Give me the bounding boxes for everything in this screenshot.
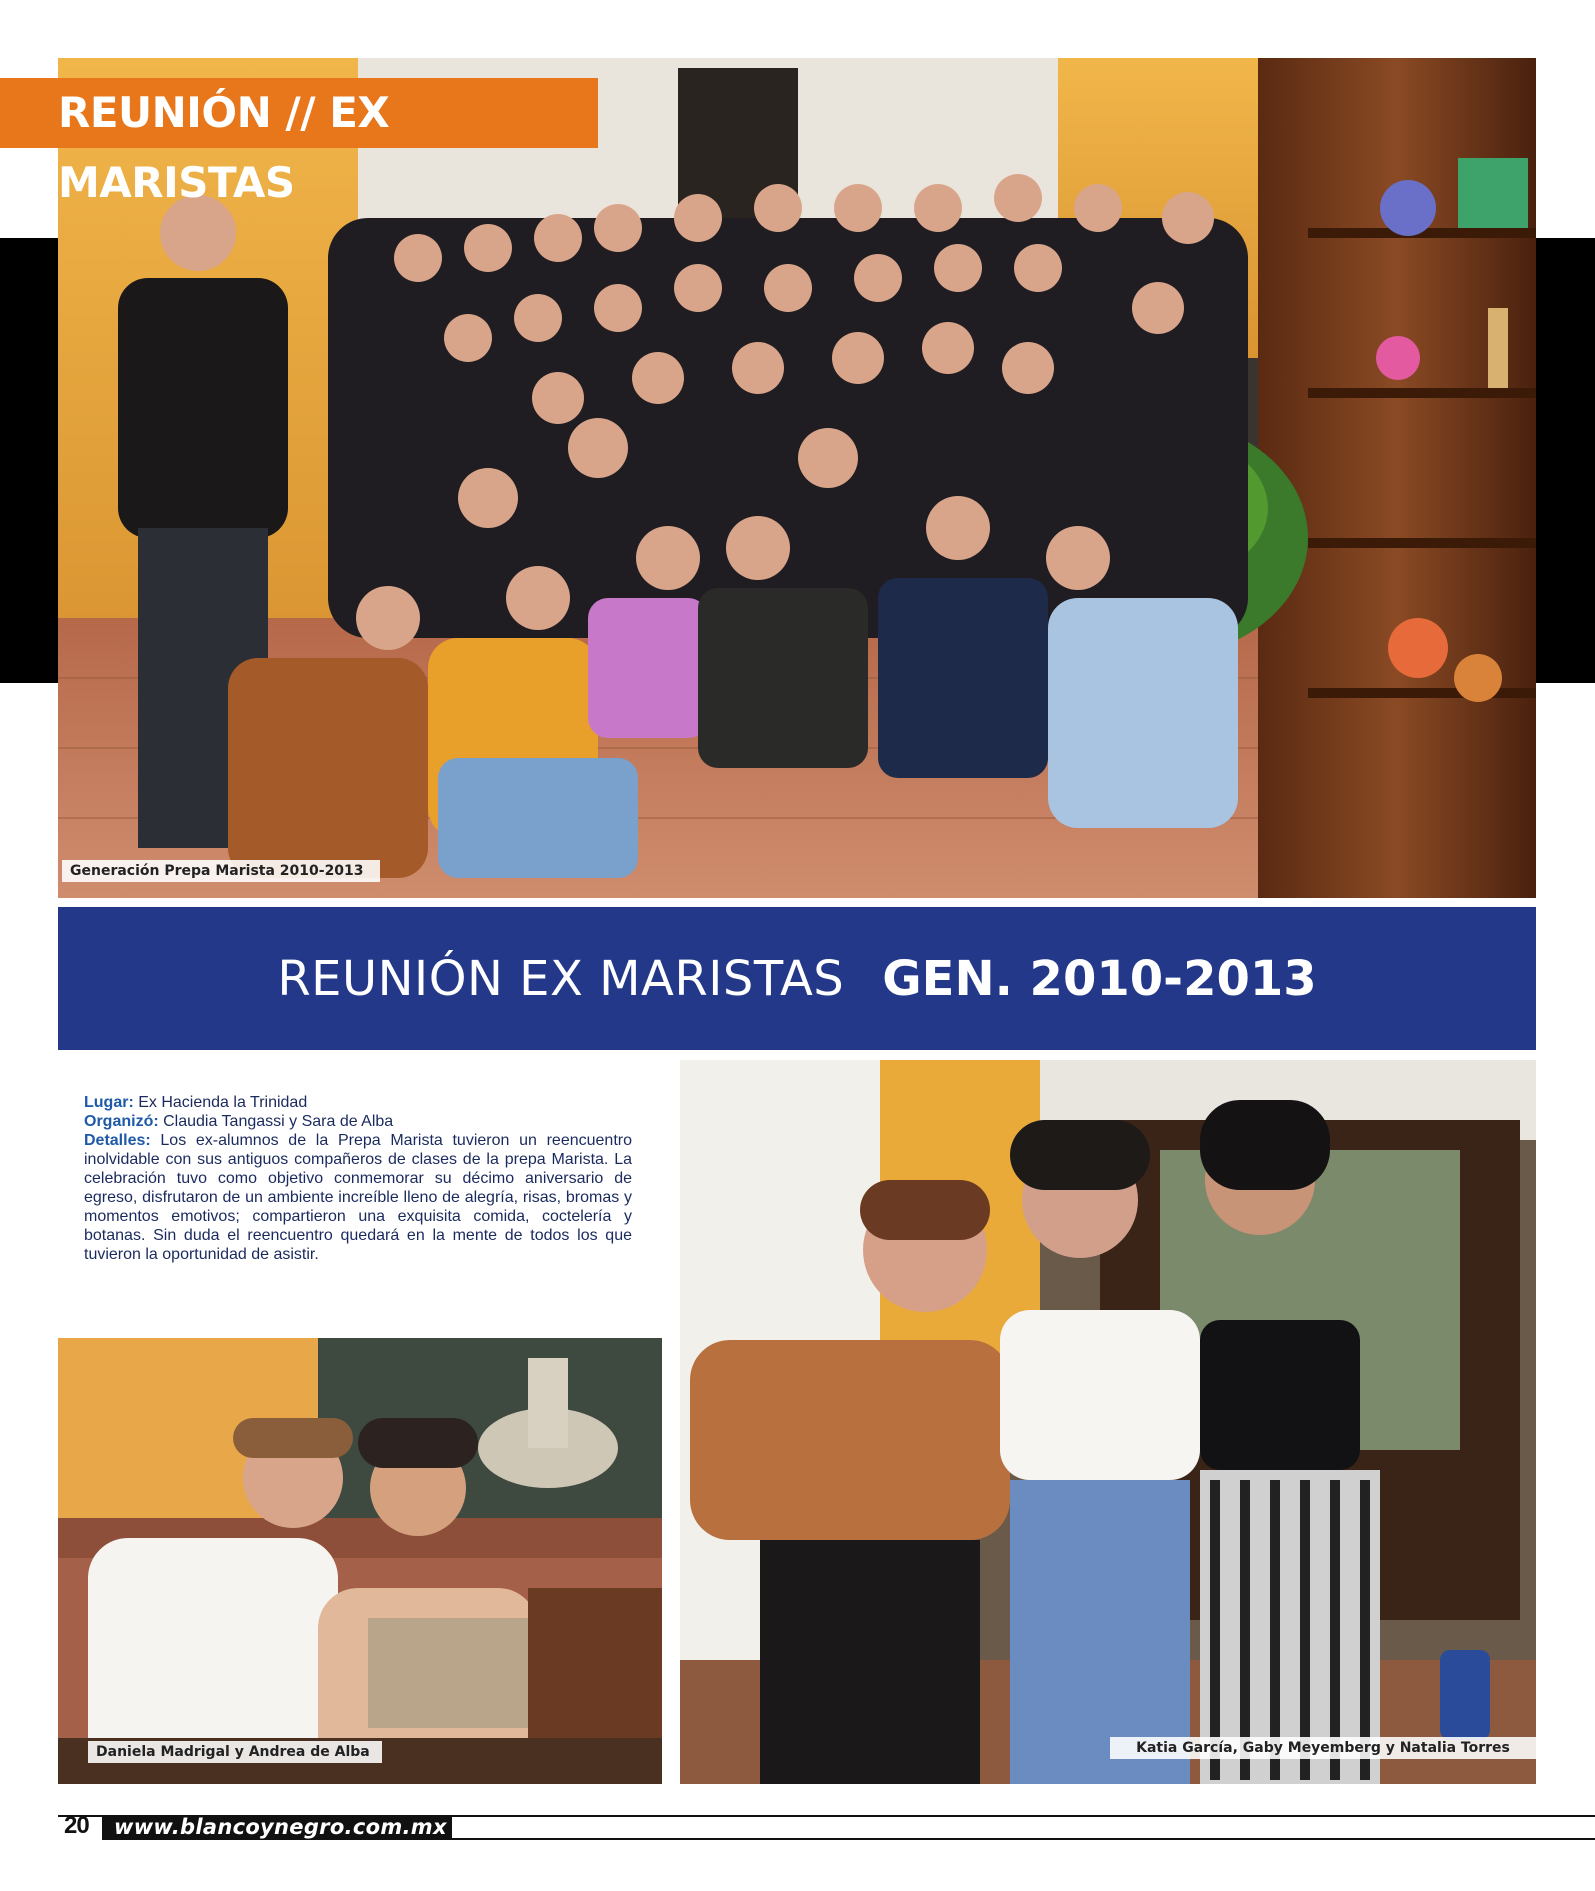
- organizer-value: Claudia Tangassi y Sara de Alba: [163, 1113, 394, 1130]
- left-black-bar: [0, 238, 58, 683]
- trio-photo: [680, 1060, 1536, 1784]
- website-link[interactable]: www.blancoynegro.com.mx: [102, 1815, 452, 1840]
- footer-rule-bottom: [452, 1838, 1595, 1840]
- section-tag: REUNIÓN // EX MARISTAS: [0, 78, 598, 148]
- duo-photo: [58, 1338, 662, 1784]
- banner-title-bold: GEN. 2010-2013: [882, 950, 1317, 1007]
- place-label: Lugar:: [84, 1094, 134, 1111]
- place-value: Ex Hacienda la Trinidad: [138, 1094, 308, 1111]
- duo-photo-caption: Daniela Madrigal y Andrea de Alba: [88, 1741, 382, 1763]
- title-banner: [58, 907, 1536, 1050]
- right-black-bar: [1536, 238, 1595, 683]
- details-value: Los ex-alumnos de la Prepa Marista tuvieron un reencuentro inolvidable con sus antiguos compañeros de clases de la prepa Marista. La celebración tuvo como objetivo conmemorar su décimo aniversario de egreso, disfrutaron de un ambiente increíble lleno de alegría, risas, bromas y momentos emotivos; compartieron una exquisita comida, coctelería y botanas. Sin duda el reencuentro quedará en la mente de todos los que tuvieron la oportunidad de asistir.: [84, 1132, 632, 1263]
- trio-photo-caption: Katia García, Gaby Meyemberg y Natalia Torres: [1110, 1737, 1536, 1759]
- page-number: 20: [64, 1812, 89, 1839]
- organizer-line: [84, 1112, 632, 1131]
- event-details: [84, 1093, 632, 1264]
- details-line: [84, 1131, 632, 1264]
- details-label: Detalles:: [84, 1132, 151, 1149]
- place-line: [84, 1093, 632, 1112]
- organizer-label: Organizó:: [84, 1113, 159, 1130]
- banner-title-light: REUNIÓN EX MARISTAS: [277, 950, 845, 1007]
- main-photo-caption: Generación Prepa Marista 2010-2013: [62, 860, 380, 882]
